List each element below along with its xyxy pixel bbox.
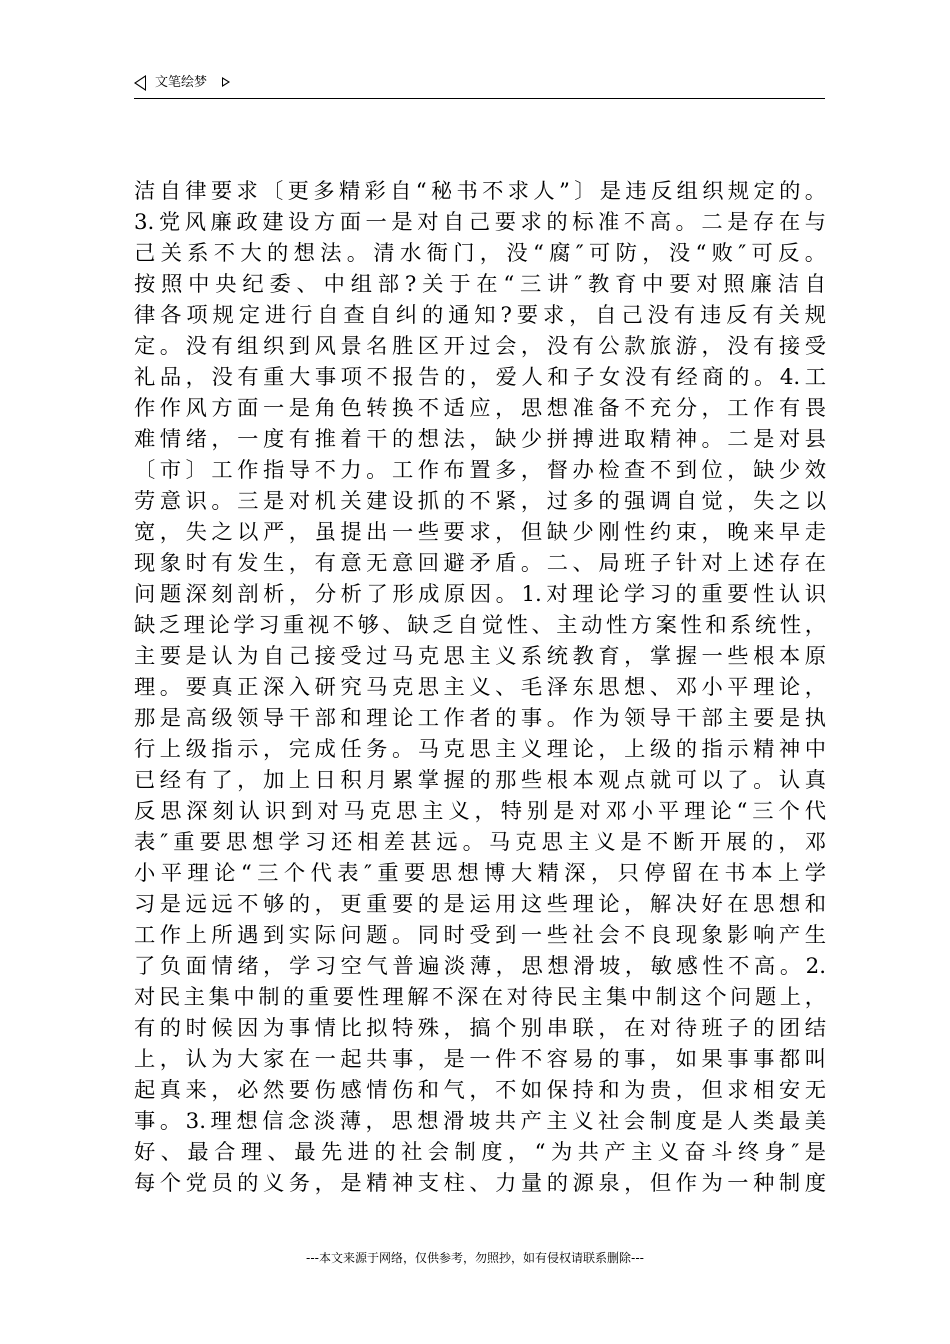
text-line: 表″重要思想学习还相差甚远。马克思主义是不断开展的，邓 [134, 830, 826, 855]
text-line: 了负面情绪，学习空气普遍淡薄，思想滑坡，敏感性不高。2. [134, 954, 826, 979]
text-line: 现象时有发生，有意无意回避矛盾。二、局班子针对上述存在 [134, 551, 826, 576]
text-line: 已经有了，加上日积月累掌握的那些根本观点就可以了。认真 [134, 768, 826, 793]
text-line: 礼品，没有重大事项不报告的，爱人和子女没有经商的。4.工 [134, 365, 826, 390]
text-line: 那是高级领导干部和理论工作者的事。作为领导干部主要是执 [134, 706, 826, 731]
text-line: 按照中央纪委、中组部?关于在“三讲″教育中要对照廉洁自 [134, 272, 826, 297]
document-body [134, 176, 826, 1199]
text-line: 己关系不大的想法。清水衙门，没“腐″可防，没“败″可反。 [134, 241, 826, 266]
text-line: 难情绪，一度有推着干的想法，缺少拼搏进取精神。二是对县 [134, 427, 826, 452]
text-line: 3.党风廉政建设方面一是对自己要求的标准不高。二是存在与 [134, 210, 826, 235]
text-line: 有的时候因为事情比拟特殊，搞个别串联，在对待班子的团结 [134, 1016, 826, 1041]
text-line: 对民主集中制的重要性理解不深在对待民主集中制这个问题上， [134, 985, 826, 1010]
page-header [134, 72, 825, 99]
text-line: 每个党员的义务，是精神支柱、力量的源泉，但作为一种制度 [134, 1171, 826, 1196]
text-line: 律各项规定进行自查自纠的通知?要求，自己没有违反有关规 [134, 303, 826, 328]
text-line: 问题深刻剖析，分析了形成原因。1.对理论学习的重要性认识 [134, 582, 826, 607]
triangle-right-icon [222, 77, 230, 87]
text-line: 〔市〕工作指导不力。工作布置多，督办检查不到位，缺少效 [134, 458, 826, 483]
page-footer: ---本文来源于网络，仅供参考，勿照抄，如有侵权请联系删除--- [306, 1251, 644, 1265]
text-line: 小平理论“三个代表″重要思想博大精深，只停留在书本上学 [134, 861, 826, 886]
text-line: 习是远远不够的，更重要的是运用这些理论，解决好在思想和 [134, 892, 826, 917]
text-line: 洁自律要求〔更多精彩自“秘书不求人”〕是违反组织规定的。 [134, 179, 826, 204]
text-line: 好、最合理、最先进的社会制度，“为共产主义奋斗终身″是 [134, 1140, 826, 1165]
text-line: 主要是认为自己接受过马克思主义系统教育，掌握一些根本原 [134, 644, 826, 669]
header-title: 文笔绘梦 [155, 75, 208, 90]
text-line: 定。没有组织到风景名胜区开过会，没有公款旅游，没有接受 [134, 334, 826, 359]
text-line: 宽，失之以严，虽提出一些要求，但缺少刚性约束，晚来早走 [134, 520, 826, 545]
text-line: 作作风方面一是角色转换不适应，思想准备不充分，工作有畏 [134, 396, 826, 421]
text-line: 起真来，必然要伤感情伤和气，不如保持和为贵，但求相安无 [134, 1078, 826, 1103]
text-line: 上，认为大家在一起共事，是一件不容易的事，如果事事都叫 [134, 1047, 826, 1072]
text-line: 反思深刻认识到对马克思主义，特别是对邓小平理论“三个代 [134, 799, 826, 824]
text-line: 理。要真正深入研究马克思主义、毛泽东思想、邓小平理论， [134, 675, 826, 700]
text-line: 工作上所遇到实际问题。同时受到一些社会不良现象影响产生 [134, 923, 826, 948]
text-line: 行上级指示，完成任务。马克思主义理论，上级的指示精神中 [134, 737, 826, 762]
text-line: 事。3.理想信念淡薄，思想滑坡共产主义社会制度是人类最美 [134, 1109, 826, 1134]
triangle-left-icon [134, 75, 146, 91]
text-line: 劳意识。三是对机关建设抓的不紧，过多的强调自觉，失之以 [134, 489, 826, 514]
text-line: 缺乏理论学习重视不够、缺乏自觉性、主动性方案性和系统性， [134, 613, 826, 638]
